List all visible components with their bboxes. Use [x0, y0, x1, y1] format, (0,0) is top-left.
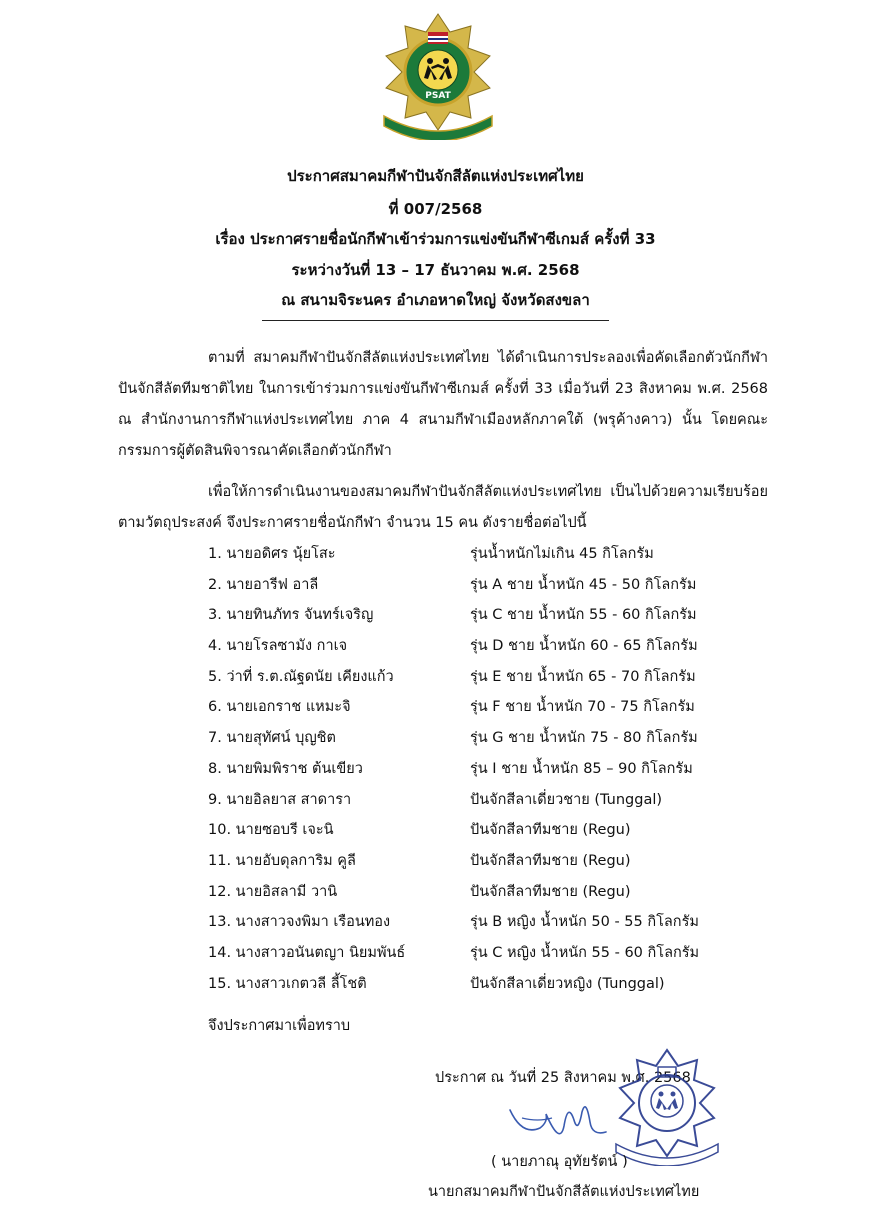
signer-title: นายกสมาคมกีฬาปันจักสีลัตแห่งประเทศไทย	[428, 1184, 700, 1200]
psat-logo	[378, 12, 498, 140]
list-item	[208, 631, 768, 662]
list-item	[208, 600, 768, 631]
athlete-class: รุ่น C ชาย น้ำหนัก 55 - 60 กิโลกรัม	[470, 607, 697, 624]
athlete-class: ปันจักสีลาทีมชาย (Regu)	[470, 822, 631, 839]
body-paragraph-2: เพื่อให้การดำเนินงานของสมาคมกีฬาปันจักสีลัตแห่งประเทศไทย เป็นไปด้วยความเรียบร้อย ตามวัตถุประสงค์ จึงประกาศรายชื่อนักกีฬา จำนวน 15 คน ดังรายชื่อต่อไปนี้	[118, 484, 768, 531]
athlete-class: รุ่นน้ำหนักไม่เกิน 45 กิโลกรัม	[470, 546, 654, 562]
list-item	[208, 907, 768, 938]
athlete-name: 13. นางสาวจงพิมา เรือนทอง	[208, 914, 391, 931]
athlete-name: 4. นายโรลซามัง กาเจ	[208, 638, 348, 655]
athlete-class: รุ่น B หญิง น้ำหนัก 50 - 55 กิโลกรัม	[470, 914, 699, 931]
athlete-class: รุ่น A ชาย น้ำหนัก 45 - 50 กิโลกรัม	[470, 576, 697, 593]
athlete-class: ปันจักสีลาเดี่ยวหญิง (Tunggal)	[470, 975, 665, 992]
list-item	[208, 723, 768, 754]
list-item	[208, 938, 768, 969]
signature	[502, 1092, 612, 1152]
list-item	[208, 969, 768, 1000]
athlete-name: 8. นายพิมพิราช ต้นเขียว	[208, 760, 363, 777]
athlete-list	[208, 539, 768, 999]
body-paragraph-1: ตามที่ สมาคมกีฬาปันจักสีลัตแห่งประเทศไทย ได้ดำเนินการประลองเพื่อคัดเลือกตัวนักกีฬาปันจักสีลัตทีมชาติไทย ในการเข้าร่วมการแข่งขันกีฬาซีเกมส์ ครั้งที่ 33 เมื่อวันที่ 23 สิงหาคม พ.ศ. 2568 ณ สำนักงานการกีฬาแห่งประเทศไทย ภาค 4 สนามกีฬาเมืองหลักภาคใต้ (พรุค้างคาว) นั้น โดยคณะกรรมการผู้ตัดสินพิจารณาคัดเลือกตัวนักกีฬา	[118, 350, 768, 459]
signer-name: ( นายภาณุ อุทัยรัตน์ )	[491, 1154, 628, 1170]
svg-text:PSAT: PSAT	[425, 91, 451, 101]
athlete-class: รุ่น D ชาย น้ำหนัก 60 - 65 กิโลกรัม	[470, 638, 698, 655]
event-venue: ณ สนามจิระนคร อำเภอหาดใหญ่ จังหวัดสงขลา	[281, 291, 590, 309]
announcement-number: ที่ 007/2568	[388, 200, 483, 218]
list-item	[208, 846, 768, 877]
list-item	[208, 692, 768, 723]
announcement-date: ประกาศ ณ วันที่ 25 สิงหาคม พ.ศ. 2568	[435, 1070, 691, 1086]
announcement-heading: ประกาศสมาคมกีฬาปันจักสีลัตแห่งประเทศไทย	[287, 167, 584, 185]
athlete-class: รุ่น C หญิง น้ำหนัก 55 - 60 กิโลกรัม	[470, 944, 700, 961]
announcement-subject: เรื่อง ประกาศรายชื่อนักกีฬาเข้าร่วมการแข่งขันกีฬาซีเกมส์ ครั้งที่ 33	[215, 230, 656, 248]
association-seal	[612, 1048, 722, 1166]
athlete-class: รุ่น G ชาย น้ำหนัก 75 - 80 กิโลกรัม	[470, 730, 698, 747]
athlete-name: 12. นายอิสลามี วานิ	[208, 883, 338, 900]
event-dates: ระหว่างวันที่ 13 – 17 ธันวาคม พ.ศ. 2568	[291, 261, 580, 279]
athlete-name: 5. ว่าที่ ร.ต.ณัฐดนัย เคียงแก้ว	[208, 668, 394, 685]
list-item	[208, 754, 768, 785]
athlete-class: รุ่น E ชาย น้ำหนัก 65 - 70 กิโลกรัม	[470, 668, 696, 685]
closing-statement: จึงประกาศมาเพื่อทราบ	[208, 1018, 351, 1034]
list-item	[208, 539, 768, 570]
athlete-class: ปันจักสีลาเดี่ยวชาย (Tunggal)	[470, 791, 663, 808]
athlete-name: 11. นายอับดุลการิม คูลี	[208, 852, 356, 869]
athlete-name: 10. นายซอบรี เจะนิ	[208, 822, 334, 839]
list-item	[208, 877, 768, 908]
athlete-name: 15. นางสาวเกตวลี ลี้โชติ	[208, 975, 367, 992]
athlete-name: 9. นายอิลยาส สาดารา	[208, 791, 352, 808]
athlete-class: ปันจักสีลาทีมชาย (Regu)	[470, 852, 631, 869]
athlete-class: ปันจักสีลาทีมชาย (Regu)	[470, 883, 631, 900]
athlete-class: รุ่น F ชาย น้ำหนัก 70 - 75 กิโลกรัม	[470, 699, 695, 716]
athlete-name: 7. นายสุทัศน์ บุญชิต	[208, 730, 336, 747]
athlete-name: 1. นายอดิศร นุ้ยโสะ	[208, 546, 336, 562]
athlete-name: 3. นายทินภัทร จันทร์เจริญ	[208, 607, 374, 624]
athlete-name: 2. นายอารีฟ อาลี	[208, 576, 319, 593]
athlete-name: 6. นายเอกราช แหมะจิ	[208, 699, 351, 716]
list-item	[208, 815, 768, 846]
athlete-class: รุ่น I ชาย น้ำหนัก 85 – 90 กิโลกรัม	[470, 760, 693, 777]
list-item	[208, 570, 768, 601]
list-item	[208, 662, 768, 693]
athlete-name: 14. นางสาวอนันตญา นิยมพันธ์	[208, 944, 406, 961]
header-divider	[262, 320, 609, 321]
list-item	[208, 785, 768, 816]
